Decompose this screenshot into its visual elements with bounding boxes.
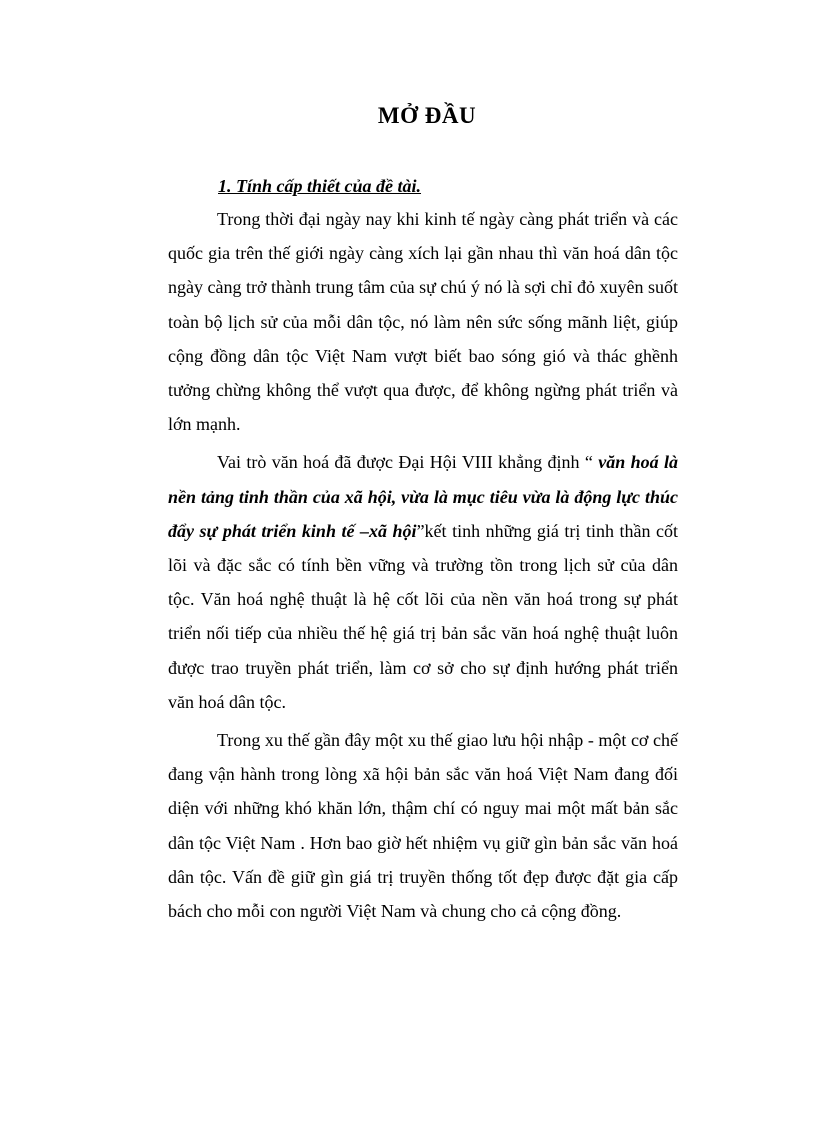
section-heading: 1. Tính cấp thiết của đề tài. bbox=[218, 176, 422, 196]
paragraph-2-lead: Vai trò văn hoá đã được Đại Hội VIII khẳng định “ bbox=[217, 452, 599, 473]
paragraph-3: Trong xu thế gần đây một xu thế giao lưu hội nhập - một cơ chế đang vận hành trong lòng xã hội bản sắc văn hoá Việt Nam đang đối diện với những khó khăn lớn, thậm chí có nguy mai một mất bản sắc dân tộc Việt Nam . Hơn bao giờ hết nhiệm vụ giữ gìn bản sắc văn hoá dân tộc. Vấn đề giữ gìn giá trị truyền thống tốt đẹp được đặt gia cấp bách cho mỗi con người Việt Nam và chung cho cả cộng đồng. bbox=[168, 730, 678, 922]
paragraph-2 bbox=[168, 445, 678, 719]
paragraph-1: Trong thời đại ngày nay khi kinh tế ngày càng phát triển và các quốc gia trên thế giới ngày càng xích lại gần nhau thì văn hoá dân tộc ngày càng trở thành trung tâm của sự chú ý nó là sợi chỉ đỏ xuyên suốt toàn bộ lịch sử của mỗi dân tộc, nó làm nên sức sống mãnh liệt, giúp cộng đồng dân tộc Việt Nam vượt biết bao sóng gió và thác ghềnh tưởng chừng không thể vượt qua được, để không ngừng phát triển và lớn mạnh. bbox=[168, 209, 678, 435]
page-title: MỞ ĐẦU bbox=[377, 103, 477, 128]
document-page bbox=[168, 100, 678, 932]
paragraph-2-rest: ”kết tinh những giá trị tinh thần cốt lõi và đặc sắc có tính bền vững và trường tồn trong lịch sử của dân tộc. Văn hoá nghệ thuật là hệ cốt lõi của nền văn hoá trong sự phát triển nối tiếp của nhiều thế hệ giá trị bản sắc văn hoá nghệ thuật luôn được trao truyền phát triển, làm cơ sở cho sự định hướng phát triển văn hoá dân tộc. bbox=[168, 520, 678, 712]
paragraph-2-quote: văn hoá là nền tảng tinh thần của xã hội, vừa là mục tiêu vừa là động lực thúc đẩy sự phát triển kinh tế –xã hội bbox=[168, 452, 678, 541]
